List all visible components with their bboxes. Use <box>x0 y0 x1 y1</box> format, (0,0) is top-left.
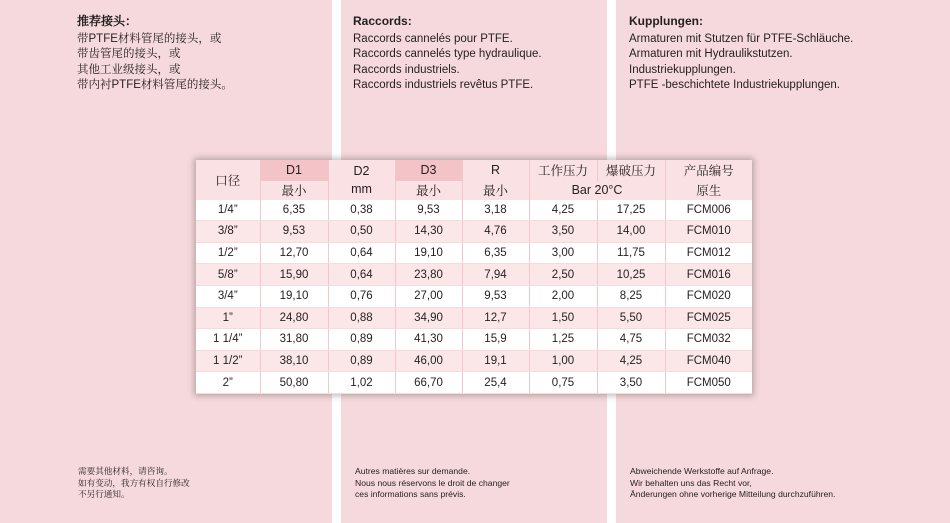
intro-fr-line: Raccords cannelés type hydraulique. <box>353 48 542 60</box>
header-pressure-unit: Bar 20°C <box>529 181 665 200</box>
cell-product-code: FCM016 <box>665 264 752 286</box>
cell-d3: 14,30 <box>395 221 462 243</box>
cell-working-pressure: 1,25 <box>529 329 597 351</box>
intro-fr-line: Raccords cannelés pour PTFE. <box>353 32 513 45</box>
cell-d2: 0,64 <box>328 264 395 286</box>
footer-fr <box>355 466 510 501</box>
cell-d3: 9,53 <box>395 200 462 221</box>
cell-burst-pressure: 8,25 <box>597 285 665 307</box>
cell-working-pressure: 1,50 <box>529 307 597 329</box>
cell-d2: 0,89 <box>328 329 395 351</box>
intro-de-line: PTFE -beschichtete Industriekupplungen. <box>629 79 840 91</box>
cell-d1: 15,90 <box>260 264 328 286</box>
cell-d1: 50,80 <box>260 372 328 394</box>
cell-burst-pressure: 17,25 <box>597 200 665 221</box>
header-r-sub: 最小 <box>462 181 529 200</box>
cell-r: 15,9 <box>462 329 529 351</box>
cell-size: 5/8” <box>196 264 260 286</box>
header-d3: D3 <box>395 160 462 181</box>
cell-d3: 27,00 <box>395 285 462 307</box>
cell-size: 3/4” <box>196 285 260 307</box>
intro-zh-line: 带齿管尾的接头，或 <box>77 48 181 60</box>
cell-burst-pressure: 14,00 <box>597 221 665 243</box>
cell-r: 19,1 <box>462 350 529 372</box>
cell-r: 6,35 <box>462 242 529 264</box>
cell-d3: 23,80 <box>395 264 462 286</box>
table-row <box>196 200 752 221</box>
cell-size: 1/2” <box>196 242 260 264</box>
cell-r: 25,4 <box>462 372 529 394</box>
cell-d3: 46,00 <box>395 350 462 372</box>
cell-working-pressure: 2,00 <box>529 285 597 307</box>
header-burst-pressure: 爆破压力 <box>597 160 665 181</box>
intro-fr <box>353 14 542 94</box>
cell-burst-pressure: 5,50 <box>597 307 665 329</box>
cell-r: 3,18 <box>462 200 529 221</box>
cell-product-code: FCM040 <box>665 350 752 372</box>
cell-d2: 0,88 <box>328 307 395 329</box>
header-d1: D1 <box>260 160 328 181</box>
cell-d3: 34,90 <box>395 307 462 329</box>
intro-de-line: Armaturen mit Stutzen für PTFE-Schläuche. <box>629 32 854 45</box>
cell-r: 12,7 <box>462 307 529 329</box>
header-product-code: 产品编号 <box>665 160 752 181</box>
cell-size: 2” <box>196 372 260 394</box>
cell-r: 7,94 <box>462 264 529 286</box>
intro-zh-line: 带PTFE材料管尾的接头，或 <box>77 32 222 45</box>
intro-zh <box>77 14 233 94</box>
cell-burst-pressure: 4,25 <box>597 350 665 372</box>
cell-d2: 0,38 <box>328 200 395 221</box>
cell-working-pressure: 3,50 <box>529 221 597 243</box>
cell-size: 3/8” <box>196 221 260 243</box>
cell-d1: 24,80 <box>260 307 328 329</box>
header-d3-sub: 最小 <box>395 181 462 200</box>
cell-d1: 12,70 <box>260 242 328 264</box>
table-row <box>196 329 752 351</box>
cell-r: 9,53 <box>462 285 529 307</box>
cell-size: 1 1/4” <box>196 329 260 351</box>
footer-zh-line: 需要其他材料，请咨询。 <box>78 466 173 476</box>
cell-burst-pressure: 10,25 <box>597 264 665 286</box>
cell-working-pressure: 1,00 <box>529 350 597 372</box>
cell-r: 4,76 <box>462 221 529 243</box>
cell-d2: 0,76 <box>328 285 395 307</box>
intro-fr-title: Raccords: <box>353 14 412 28</box>
cell-size: 1” <box>196 307 260 329</box>
intro-de-line: Industriekupplungen. <box>629 63 736 76</box>
cell-product-code: FCM006 <box>665 200 752 221</box>
footer-de <box>630 466 835 501</box>
cell-d2: 0,50 <box>328 221 395 243</box>
cell-product-code: FCM050 <box>665 372 752 394</box>
cell-burst-pressure: 3,50 <box>597 372 665 394</box>
cell-d1: 38,10 <box>260 350 328 372</box>
intro-de-line: Armaturen mit Hydraulikstutzen. <box>629 48 793 60</box>
table-row <box>196 242 752 264</box>
footer-de-line: Wir behalten uns das Recht vor, <box>630 477 752 488</box>
table-row <box>196 221 752 243</box>
cell-product-code: FCM032 <box>665 329 752 351</box>
cell-product-code: FCM020 <box>665 285 752 307</box>
header-d2-unit: mm <box>351 181 372 196</box>
cell-d1: 19,10 <box>260 285 328 307</box>
cell-product-code: FCM025 <box>665 307 752 329</box>
intro-zh-line: 带内衬PTFE材料管尾的接头。 <box>77 79 233 91</box>
header-product-sub: 原生 <box>665 181 752 200</box>
cell-working-pressure: 4,25 <box>529 200 597 221</box>
table-row <box>196 285 752 307</box>
intro-fr-line: Raccords industriels revêtus PTFE. <box>353 79 534 91</box>
footer-zh-line: 不另行通知。 <box>78 489 130 500</box>
cell-working-pressure: 2,50 <box>529 264 597 286</box>
footer-fr-line: Nous nous réservons le droit de changer <box>355 477 510 488</box>
cell-d2: 0,64 <box>328 242 395 264</box>
cell-working-pressure: 0,75 <box>529 372 597 394</box>
intro-zh-line: 其他工业级接头，或 <box>77 63 181 76</box>
cell-d3: 66,70 <box>395 372 462 394</box>
intro-de-title: Kupplungen: <box>629 14 703 28</box>
footer-fr-line: ces informations sans prévis. <box>355 489 466 500</box>
table-row <box>196 372 752 394</box>
footer-zh-line: 如有变动，我方有权自行修改 <box>78 477 190 488</box>
cell-working-pressure: 3,00 <box>529 242 597 264</box>
specification-table <box>196 160 752 394</box>
footer-zh <box>78 466 190 501</box>
footer-de-line: Abweichende Werkstoffe auf Anfrage. <box>630 466 774 476</box>
cell-d3: 19,10 <box>395 242 462 264</box>
cell-size: 1/4” <box>196 200 260 221</box>
table-row <box>196 350 752 372</box>
cell-size: 1 1/2” <box>196 350 260 372</box>
cell-d1: 6,35 <box>260 200 328 221</box>
cell-d2: 0,89 <box>328 350 395 372</box>
footer-de-line: Änderungen ohne vorherige Mitteilung durchzuführen. <box>630 489 836 500</box>
footer-fr-line: Autres matières sur demande. <box>355 466 471 476</box>
header-d2 <box>328 160 395 200</box>
cell-d3: 41,30 <box>395 329 462 351</box>
cell-d2: 1,02 <box>328 372 395 394</box>
table-row <box>196 264 752 286</box>
cell-burst-pressure: 4,75 <box>597 329 665 351</box>
table-row <box>196 307 752 329</box>
cell-d1: 9,53 <box>260 221 328 243</box>
spec-table <box>196 160 752 394</box>
header-r: R <box>462 160 529 181</box>
header-size: 口径 <box>196 160 260 200</box>
cell-d1: 31,80 <box>260 329 328 351</box>
cell-product-code: FCM012 <box>665 242 752 264</box>
header-working-pressure: 工作压力 <box>529 160 597 181</box>
cell-burst-pressure: 11,75 <box>597 242 665 264</box>
intro-fr-line: Raccords industriels. <box>353 63 460 76</box>
header-d2-label: D2 <box>353 163 370 178</box>
cell-product-code: FCM010 <box>665 221 752 243</box>
intro-zh-title: 推荐接头： <box>77 14 138 28</box>
header-d1-sub: 最小 <box>260 181 328 200</box>
intro-de <box>629 14 853 94</box>
